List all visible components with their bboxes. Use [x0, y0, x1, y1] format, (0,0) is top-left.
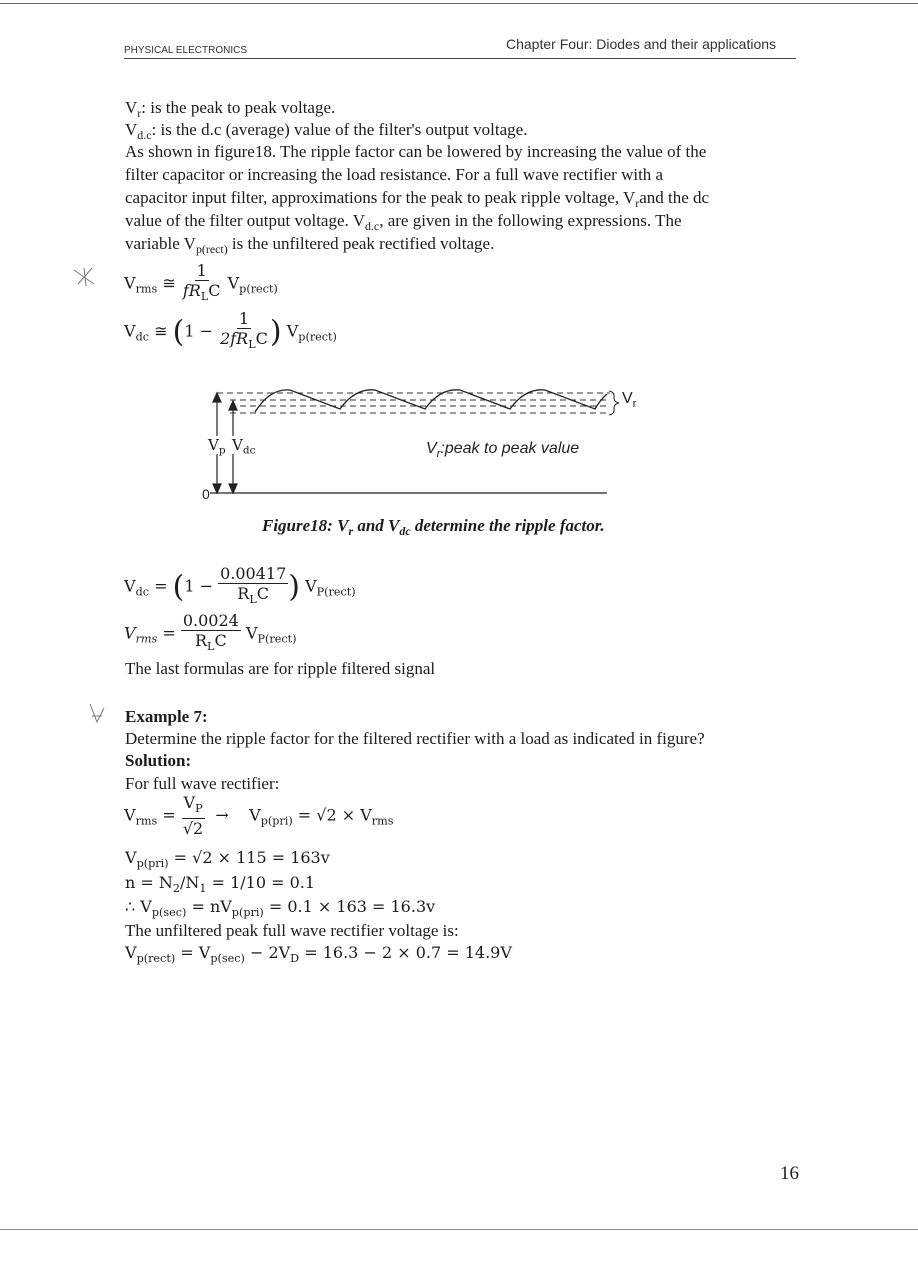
def-vdc: $V_{d.c}$: is the d.c (average) value of the filter's output voltage.	[125, 120, 528, 143]
margin-mark-icon	[72, 266, 98, 288]
solution-step-vpsec: ∴ $V_{p(sec)} = nV_{p(pri)} = 0.1 \times 163 = 16.3v$	[125, 897, 436, 919]
formula-vdc-numeric: $V_{dc} = (1$ − $\frac{0.00417}{R_LC}$ ) $V_{P(rect)}$	[124, 564, 356, 606]
vr-brace	[609, 391, 619, 415]
formula-vrms-approx: $V_{rms}$ ≅ $\frac{1}{fR_LC}$ $V_{p(rect)}$	[124, 261, 278, 303]
paragraph-line: value of the filter output voltage. $V_{d.c}$, are given in the following expressions. The	[125, 211, 682, 234]
example-title: Example 7:	[125, 707, 208, 726]
paragraph-line: variable $V_{p(rect)}$ is the unfiltered peak rectified voltage.	[125, 234, 495, 257]
solution-step-vprect: $V_{p(rect)} = V_{p(sec)} - 2V_D = 16.3 - 2 \times 0.7 = 14.9V$	[125, 943, 512, 965]
page-number: 16	[780, 1163, 799, 1184]
header-left: PHYSICAL ELECTRONICS	[124, 45, 247, 56]
figure-ripple-diagram	[195, 378, 655, 508]
solution-step-text: The unfiltered peak full wave rectifier voltage is:	[125, 921, 459, 940]
paragraph-line: As shown in figure18. The ripple factor can be lowered by increasing the value of the	[125, 142, 707, 161]
solution-step-vppri: $V_{p(pri)} = √2 \times 115 = 163v$	[125, 848, 330, 870]
formula-vdc-approx: $V_{dc}$ ≅ (1 − $\frac{1}{2fR_LC}$ ) $V_{p(rect)}$	[124, 309, 337, 351]
figure-zero-label: 0	[202, 486, 210, 502]
margin-mark-icon	[86, 702, 108, 726]
solution-step-turns-ratio: $n = N_2/N_1 = 1/10 = 0.1$	[125, 873, 316, 895]
solution-intro: For full wave rectifier:	[125, 774, 280, 793]
last-formulas-note: The last formulas are for ripple filtered signal	[125, 659, 436, 678]
figure-note: $V_r:peak$ to peak value	[426, 440, 580, 460]
header-rule	[124, 58, 796, 59]
example-problem: Determine the ripple factor for the filtered rectifier with a load as indicated in figure?	[125, 729, 705, 748]
solution-step-vrms: $V_{rms}$ = $\frac{V_P}{√2}$ → $V_{p(pri)} = √2 \times V_{rms}$	[124, 793, 394, 838]
figure-vr-label: $V_r$	[622, 390, 637, 410]
def-vr: $V_r$: is the peak to peak voltage.	[125, 98, 336, 121]
formula-vrms-numeric: $V_{rms}$ = $\frac{0.0024}{R_LC}$ $V_{P(rect)}$	[124, 611, 297, 653]
figure-caption: Figure18: $V_r$ and $V_{dc}$ determine the ripple factor.	[262, 516, 605, 539]
paragraph-line: filter capacitor or increasing the load resistance. For a full wave rectifier with a	[125, 165, 664, 184]
scan-edge-bottom	[0, 1229, 918, 1230]
paragraph-line: capacitor input filter, approximations for the peak to peak ripple voltage, $V_rand$ the dc	[125, 188, 710, 211]
solution-label: Solution:	[125, 751, 192, 770]
figure-vp-label: $V_p$	[208, 436, 226, 457]
scan-edge-top	[0, 3, 918, 4]
figure-vdc-label: $V_{dc}$	[232, 436, 256, 457]
dashed-reference-lines	[217, 393, 610, 413]
header-right: Chapter Four: Diodes and their applications	[506, 36, 777, 52]
